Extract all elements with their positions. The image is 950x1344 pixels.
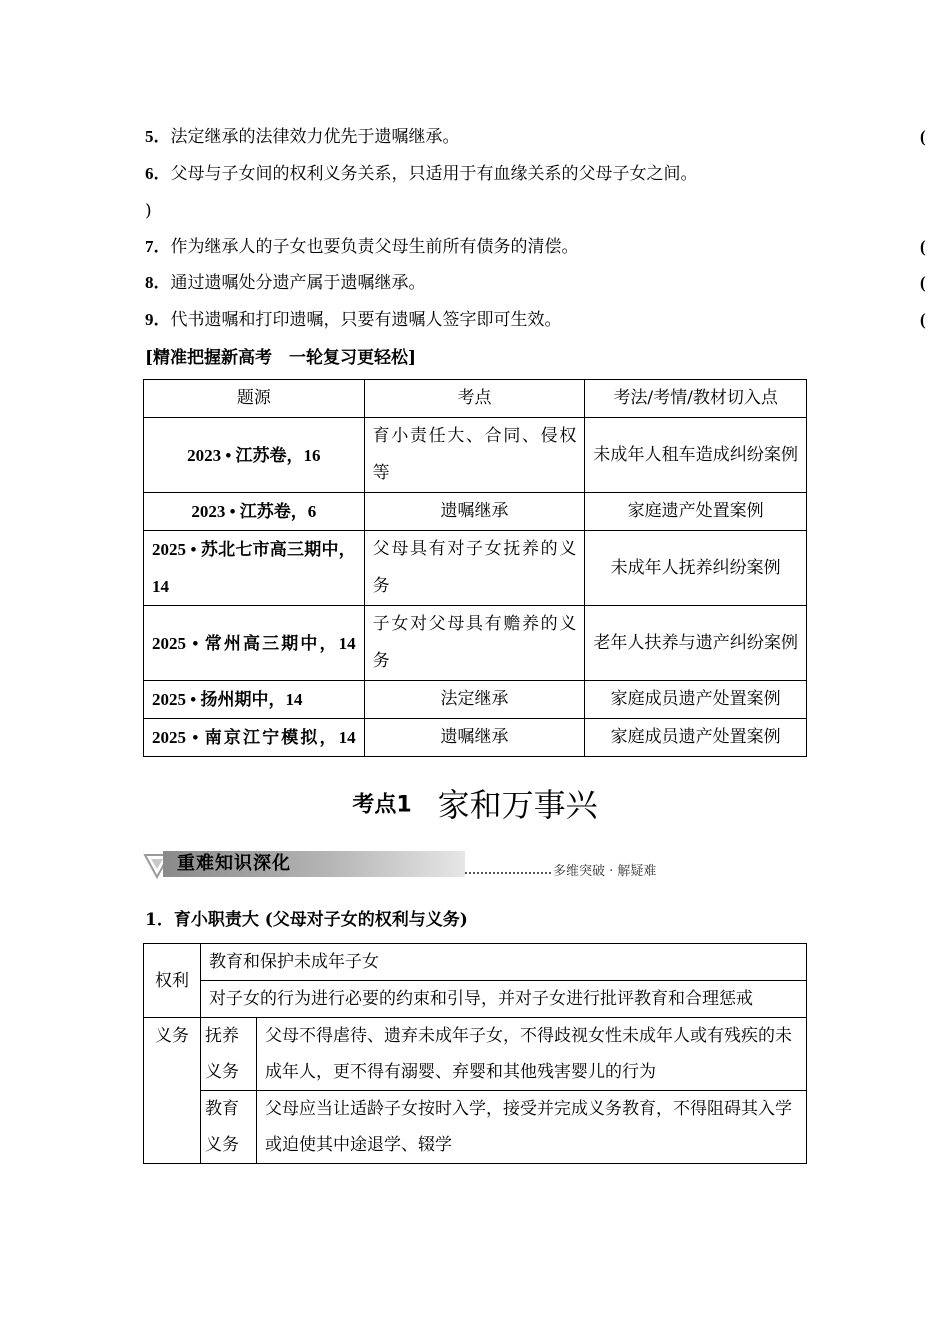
table-row [144,1091,807,1164]
duty-text: 父母不得虐待、遗弃未成年子女，不得歧视女性未成年人或有残疾的未成年人，更不得有溺婴、弃婴和其他残害婴儿的行为 [257,1018,807,1091]
question-text: 父母与子女间的权利义务关系，只适用于有血缘关系的父母子女之间。 [170,164,698,184]
question-text: 法定继承的法律效力优先于遗嘱继承。 [170,127,460,147]
question-5 [145,127,460,147]
banner-title: 重难知识深化 [177,853,291,874]
question-number: 6． [145,164,171,183]
question-6 [145,164,698,184]
table-row [144,418,807,493]
cell-source: 2025 • 常州高三期中，14 [144,606,365,681]
cell-point: 法定继承 [364,681,585,719]
cell-point: 遗嘱继承 [364,493,585,531]
cell-point: 父母具有对子女抚养的义务 [364,531,585,606]
banner-subtitle: 多维突破 · 解疑难 [553,864,657,879]
question-text: 作为继承人的子女也要负责父母生前所有债务的清偿。 [170,237,579,257]
question-number: 8． [145,273,171,292]
section-title [0,780,950,826]
header-point: 考点 [364,380,585,418]
table-header-row [144,380,807,418]
table-row [144,531,807,606]
question-8 [145,273,426,293]
answer-paren: ( [920,273,926,292]
rights-item: 对子女的行为进行必要的约束和引导，并对子女进行批评教育和合理惩戒 [201,981,807,1018]
duty-text: 父母应当让适龄子女按时入学，接受并完成义务教育，不得阻碍其入学或迫使其中途退学、辍学 [257,1091,807,1164]
question-7 [145,237,579,257]
tagline: [精准把握新高考 一轮复习更轻松] [145,348,417,368]
table-row [144,944,807,981]
cell-source: 2025 • 南京江宁模拟，14 [144,719,365,757]
question-number: 9． [145,310,171,329]
exam-source-table [143,379,807,757]
duties-label: 义务 [144,1018,201,1164]
rights-item: 教育和保护未成年子女 [201,944,807,981]
cell-source: 2023 • 江苏卷，6 [144,493,365,531]
rights-label: 权利 [144,944,201,1018]
section-name: 家和万事兴 [437,786,598,824]
knowledge-banner [143,845,657,885]
banner-dots [465,872,551,874]
question-text: 代书遗嘱和打印遗嘱，只要有遗嘱人签字即可生效。 [170,310,562,330]
cell-angle: 家庭遗产处置案例 [585,493,807,531]
duty-name: 抚养义务 [201,1018,257,1091]
table-row [144,681,807,719]
table-row [144,493,807,531]
table-row [144,719,807,757]
cell-source: 2025 • 扬州期中，14 [144,681,365,719]
duty-name: 教育义务 [201,1091,257,1164]
question-text: 通过遗嘱处分遗产属于遗嘱继承。 [170,273,426,293]
table-row [144,1018,807,1091]
cell-source: 2023 • 江苏卷，16 [144,418,365,493]
cell-angle: 未成年人抚养纠纷案例 [585,531,807,606]
answer-paren: ( [920,127,926,146]
cell-point: 育小责任大、合同、侵权等 [364,418,585,493]
table-row [144,606,807,681]
answer-paren: ( [920,310,926,329]
rights-duties-table [143,943,807,1164]
cell-point: 子女对父母具有赡养的义务 [364,606,585,681]
cell-angle: 老年人扶养与遗产纠纷案例 [585,606,807,681]
subhead: 1．育小职责大 (父母对子女的权利与义务) [145,910,468,930]
question-number: 7． [145,237,171,256]
section-label: 考点1 [352,792,412,818]
cell-point: 遗嘱继承 [364,719,585,757]
question-number: 5． [145,127,171,146]
header-source: 题源 [144,380,365,418]
cell-angle: 家庭成员遗产处置案例 [585,719,807,757]
table-row [144,981,807,1018]
header-angle: 考法/考情/教材切入点 [585,380,807,418]
answer-paren: ( [920,237,926,256]
answer-paren-wrapped: ) [145,201,152,221]
cell-angle: 家庭成员遗产处置案例 [585,681,807,719]
cell-source: 2025 • 苏北七市高三期中，14 [144,531,365,606]
cell-angle: 未成年人租车造成纠纷案例 [585,418,807,493]
question-9 [145,310,562,330]
